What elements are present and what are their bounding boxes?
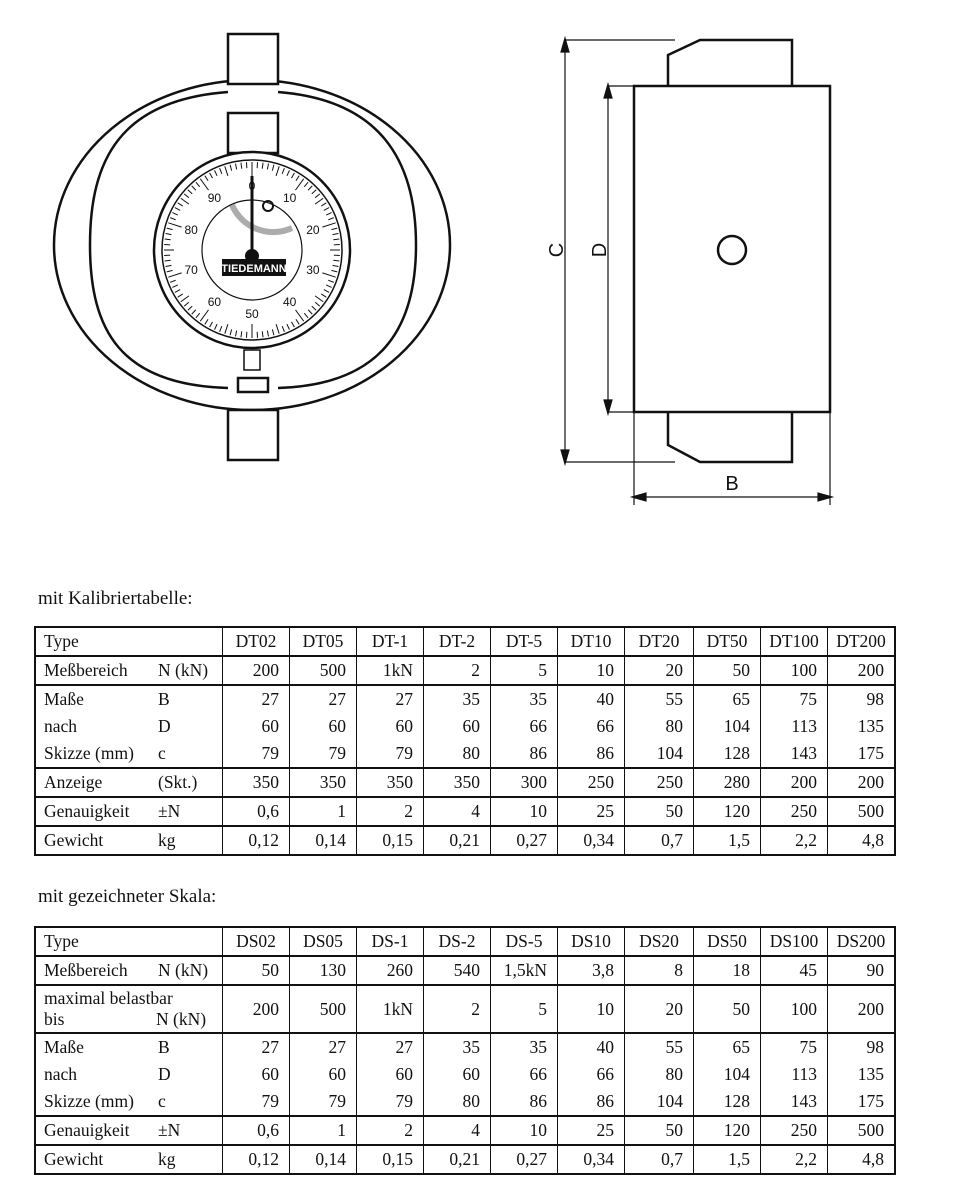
- table-cell: 280: [694, 768, 761, 797]
- table-cell: 25: [558, 1116, 625, 1145]
- table-cell: 104: [625, 740, 694, 768]
- row-unit: B: [158, 1037, 170, 1057]
- table-cell: 250: [625, 768, 694, 797]
- table-cell: 128: [694, 740, 761, 768]
- table-cell: 200: [828, 985, 896, 1033]
- table-cell: 0,14: [290, 826, 357, 855]
- table-cell: 113: [761, 713, 828, 740]
- table-cell: 66: [558, 1061, 625, 1088]
- table-cell: 86: [558, 1088, 625, 1116]
- bottom-pin: [238, 378, 268, 392]
- table-cell: 25: [558, 797, 625, 826]
- row-unit: D: [158, 716, 171, 736]
- table-cell: 5: [491, 985, 558, 1033]
- table-cell: 66: [491, 1061, 558, 1088]
- table-cell: 27: [290, 1033, 357, 1061]
- row-label: [35, 1033, 223, 1061]
- table-cell: 98: [828, 685, 896, 713]
- table-header-row: [35, 927, 895, 956]
- table-cell: 113: [761, 1061, 828, 1088]
- row-label: [35, 1088, 223, 1116]
- table-cell: 0,7: [625, 1145, 694, 1174]
- table-cell: 120: [694, 797, 761, 826]
- table-cell: 1: [290, 1116, 357, 1145]
- row-label-line1: maximal belastbar: [44, 988, 173, 1008]
- header-model: DS50: [694, 927, 761, 956]
- table-cell: 1: [290, 797, 357, 826]
- table-cell: 260: [357, 956, 424, 985]
- table-cell: 500: [828, 1116, 896, 1145]
- row-unit: c: [158, 743, 166, 763]
- table-cell: 50: [625, 797, 694, 826]
- table-cell: 4: [424, 797, 491, 826]
- header-model: DS-5: [491, 927, 558, 956]
- table-cell: 10: [558, 985, 625, 1033]
- table-cell: 4: [424, 1116, 491, 1145]
- header-model: DS05: [290, 927, 357, 956]
- table-cell: 55: [625, 1033, 694, 1061]
- dial-number: 90: [207, 191, 222, 206]
- table-cell: 0,12: [223, 1145, 290, 1174]
- table-cell: 86: [491, 740, 558, 768]
- row-label: [35, 797, 223, 826]
- table-cell: 175: [828, 1088, 896, 1116]
- row-label-text: Anzeige: [44, 772, 103, 792]
- table-cell: 2: [357, 1116, 424, 1145]
- row-label-text: Genauigkeit: [44, 1120, 130, 1140]
- table-cell: 35: [424, 1033, 491, 1061]
- table-cell: 100: [761, 985, 828, 1033]
- dial-number: 50: [245, 307, 259, 321]
- table-cell: 0,27: [491, 1145, 558, 1174]
- table-cell: 1kN: [357, 656, 424, 685]
- dim-label-c: C: [546, 242, 568, 258]
- table-cell: 4,8: [828, 1145, 896, 1174]
- table-cell: 200: [223, 985, 290, 1033]
- row-label: [35, 656, 223, 685]
- table-cell: 86: [491, 1088, 558, 1116]
- spec-table-scale: [34, 926, 896, 1175]
- table-cell: 10: [558, 656, 625, 685]
- table-cell: 2: [424, 985, 491, 1033]
- header-model: DS200: [828, 927, 896, 956]
- table-cell: 20: [625, 656, 694, 685]
- table-cell: 0,6: [223, 797, 290, 826]
- table-cell: 104: [625, 1088, 694, 1116]
- row-unit: kg: [158, 830, 176, 850]
- side-top-lug: [668, 40, 792, 86]
- table-cell: 500: [290, 985, 357, 1033]
- row-label-text: Gewicht: [44, 1149, 104, 1169]
- header-type-label: Type: [35, 927, 223, 956]
- table-cell: 50: [694, 656, 761, 685]
- row-label-text: Gewicht: [44, 830, 104, 850]
- row-label-text: Meßbereich: [44, 660, 128, 680]
- row-unit: kg: [158, 1149, 176, 1169]
- table-cell: 104: [694, 1061, 761, 1088]
- header-model: DT-2: [424, 627, 491, 656]
- table-cell: 35: [491, 685, 558, 713]
- table-cell: 79: [223, 1088, 290, 1116]
- table-cell: 40: [558, 1033, 625, 1061]
- row-label: [35, 685, 223, 713]
- header-model: DT20: [625, 627, 694, 656]
- table-cell: 79: [357, 1088, 424, 1116]
- table-cell: 79: [290, 740, 357, 768]
- row-label: [35, 956, 223, 985]
- header-model: DT-5: [491, 627, 558, 656]
- table-cell: 200: [761, 768, 828, 797]
- table-row: [35, 1088, 895, 1116]
- row-unit: N (kN): [158, 660, 209, 680]
- table-cell: 0,21: [424, 1145, 491, 1174]
- row-unit: ±N: [158, 1120, 181, 1140]
- table-cell: 200: [223, 656, 290, 685]
- table-cell: 35: [491, 1033, 558, 1061]
- table-cell: 90: [828, 956, 896, 985]
- table-cell: 143: [761, 1088, 828, 1116]
- table-cell: 104: [694, 713, 761, 740]
- table-cell: 27: [223, 1033, 290, 1061]
- table-row: [35, 826, 895, 855]
- table-row: [35, 656, 895, 685]
- table-cell: 80: [424, 1088, 491, 1116]
- table-cell: 120: [694, 1116, 761, 1145]
- dial-number: 60: [207, 294, 222, 309]
- table-cell: 27: [290, 685, 357, 713]
- table-cell: 0,21: [424, 826, 491, 855]
- row-label-text: Maße: [44, 689, 84, 709]
- table-cell: 200: [828, 656, 896, 685]
- header-model: DT-1: [357, 627, 424, 656]
- table-row: [35, 1061, 895, 1088]
- row-label-text: Skizze (mm): [44, 1091, 134, 1111]
- row-label-line2: bis: [44, 1009, 65, 1029]
- table-cell: 60: [424, 1061, 491, 1088]
- table-cell: 60: [223, 713, 290, 740]
- table-row: [35, 1145, 895, 1174]
- dial-number: 80: [184, 223, 198, 238]
- header-model: DS02: [223, 927, 290, 956]
- table-cell: 2,2: [761, 1145, 828, 1174]
- technical-drawing: [0, 0, 967, 560]
- table-cell: 350: [290, 768, 357, 797]
- side-bottom-lug: [668, 412, 792, 462]
- table-caption-scale: mit gezeichneter Skala:: [38, 886, 217, 907]
- table-cell: 98: [828, 1033, 896, 1061]
- row-label: [35, 740, 223, 768]
- table-cell: 60: [357, 713, 424, 740]
- row-unit: N (kN): [158, 960, 209, 980]
- table-cell: 250: [558, 768, 625, 797]
- row-label: [35, 1145, 223, 1174]
- table-cell: 4,8: [828, 826, 896, 855]
- dim-label-d: D: [589, 242, 611, 258]
- table-cell: 500: [828, 797, 896, 826]
- table-cell: 66: [558, 713, 625, 740]
- row-label: [35, 826, 223, 855]
- table-cell: 55: [625, 685, 694, 713]
- top-lug: [228, 34, 278, 84]
- table-cell: 300: [491, 768, 558, 797]
- table-cell: 0,6: [223, 1116, 290, 1145]
- table-cell: 0,14: [290, 1145, 357, 1174]
- table-cell: 350: [223, 768, 290, 797]
- table-row: [35, 1033, 895, 1061]
- table-cell: 1,5: [694, 1145, 761, 1174]
- table-row: [35, 740, 895, 768]
- table-cell: 86: [558, 740, 625, 768]
- table-cell: 27: [223, 685, 290, 713]
- header-model: DT05: [290, 627, 357, 656]
- row-label: [35, 713, 223, 740]
- table-cell: 0,7: [625, 826, 694, 855]
- table-cell: 0,34: [558, 826, 625, 855]
- spec-table-calibration: [34, 626, 896, 856]
- table-row: [35, 956, 895, 985]
- row-label-text: nach: [44, 1064, 78, 1084]
- table-cell: 20: [625, 985, 694, 1033]
- table-cell: 75: [761, 1033, 828, 1061]
- row-unit: B: [158, 689, 170, 709]
- dial-number: 70: [184, 262, 198, 277]
- table-cell: 10: [491, 1116, 558, 1145]
- table-row: [35, 768, 895, 797]
- table-cell: 2,2: [761, 826, 828, 855]
- table-cell: 27: [357, 685, 424, 713]
- table-cell: 27: [357, 1033, 424, 1061]
- table-cell: 0,12: [223, 826, 290, 855]
- inner-top-block: [228, 113, 278, 153]
- row-label-text: Genauigkeit: [44, 801, 130, 821]
- table-cell: 79: [357, 740, 424, 768]
- dial-number: 30: [306, 262, 320, 277]
- table-cell: 80: [625, 713, 694, 740]
- header-model: DS-1: [357, 927, 424, 956]
- header-model: DS20: [625, 927, 694, 956]
- table-cell: 143: [761, 740, 828, 768]
- table-cell: 200: [828, 768, 896, 797]
- table-cell: 135: [828, 713, 896, 740]
- bottom-lug: [228, 410, 278, 460]
- dial-number: 10: [282, 191, 297, 206]
- table-cell: 79: [290, 1088, 357, 1116]
- row-label-text: Maße: [44, 1037, 84, 1057]
- table-cell: 50: [694, 985, 761, 1033]
- row-unit: (Skt.): [158, 772, 198, 792]
- table-cell: 350: [357, 768, 424, 797]
- table-cell: 175: [828, 740, 896, 768]
- table-cell: 40: [558, 685, 625, 713]
- row-unit: N (kN): [156, 1009, 207, 1029]
- header-model: DT50: [694, 627, 761, 656]
- table-cell: 50: [625, 1116, 694, 1145]
- header-model: DS10: [558, 927, 625, 956]
- table-cell: 3,8: [558, 956, 625, 985]
- table-cell: 135: [828, 1061, 896, 1088]
- table-cell: 10: [491, 797, 558, 826]
- header-model: DS-2: [424, 927, 491, 956]
- row-label: [35, 985, 223, 1033]
- table-cell: 80: [625, 1061, 694, 1088]
- table-cell: 2: [357, 797, 424, 826]
- table-row: [35, 797, 895, 826]
- table-cell: 75: [761, 685, 828, 713]
- table-cell: 1kN: [357, 985, 424, 1033]
- table-caption-calibration: mit Kalibriertabelle:: [38, 588, 193, 609]
- table-header-row: [35, 627, 895, 656]
- table-cell: 350: [424, 768, 491, 797]
- side-body: [634, 86, 830, 412]
- dial-number: 20: [306, 223, 320, 238]
- row-unit: D: [158, 1064, 171, 1084]
- header-model: DT10: [558, 627, 625, 656]
- table-row: [35, 985, 895, 1033]
- table-cell: 60: [357, 1061, 424, 1088]
- dim-label-b: B: [725, 473, 739, 495]
- dial-stem: [244, 350, 260, 370]
- table-cell: 60: [223, 1061, 290, 1088]
- row-label-text: nach: [44, 716, 78, 736]
- table-cell: 80: [424, 740, 491, 768]
- header-type-label: Type: [35, 627, 223, 656]
- row-unit: ±N: [158, 801, 181, 821]
- table-cell: 65: [694, 1033, 761, 1061]
- table-cell: 0,15: [357, 826, 424, 855]
- table-row: [35, 1116, 895, 1145]
- header-model: DT200: [828, 627, 896, 656]
- table-cell: 60: [290, 1061, 357, 1088]
- table-cell: 128: [694, 1088, 761, 1116]
- table-cell: 500: [290, 656, 357, 685]
- header-model: DT100: [761, 627, 828, 656]
- table-row: [35, 713, 895, 740]
- dial-number: 40: [282, 294, 297, 309]
- dial-number: 0: [248, 179, 256, 193]
- table-cell: 1,5kN: [491, 956, 558, 985]
- table-cell: 250: [761, 1116, 828, 1145]
- row-label: [35, 1116, 223, 1145]
- row-label: [35, 768, 223, 797]
- table-cell: 50: [223, 956, 290, 985]
- table-cell: 1,5: [694, 826, 761, 855]
- table-cell: 0,15: [357, 1145, 424, 1174]
- table-cell: 79: [223, 740, 290, 768]
- row-label-text: Meßbereich: [44, 960, 128, 980]
- table-cell: 18: [694, 956, 761, 985]
- brand-label: TIEDEMANN: [221, 263, 287, 275]
- table-cell: 66: [491, 713, 558, 740]
- table-cell: 5: [491, 656, 558, 685]
- table-cell: 2: [424, 656, 491, 685]
- table-cell: 540: [424, 956, 491, 985]
- header-model: DT02: [223, 627, 290, 656]
- table-cell: 0,27: [491, 826, 558, 855]
- table-cell: 60: [424, 713, 491, 740]
- table-cell: 250: [761, 797, 828, 826]
- table-cell: 65: [694, 685, 761, 713]
- table-cell: 130: [290, 956, 357, 985]
- header-model: DS100: [761, 927, 828, 956]
- table-cell: 35: [424, 685, 491, 713]
- table-cell: 0,34: [558, 1145, 625, 1174]
- row-label: [35, 1061, 223, 1088]
- row-label-text: Skizze (mm): [44, 743, 134, 763]
- table-cell: 100: [761, 656, 828, 685]
- table-cell: 8: [625, 956, 694, 985]
- row-unit: c: [158, 1091, 166, 1111]
- table-cell: 45: [761, 956, 828, 985]
- table-cell: 60: [290, 713, 357, 740]
- table-row: [35, 685, 895, 713]
